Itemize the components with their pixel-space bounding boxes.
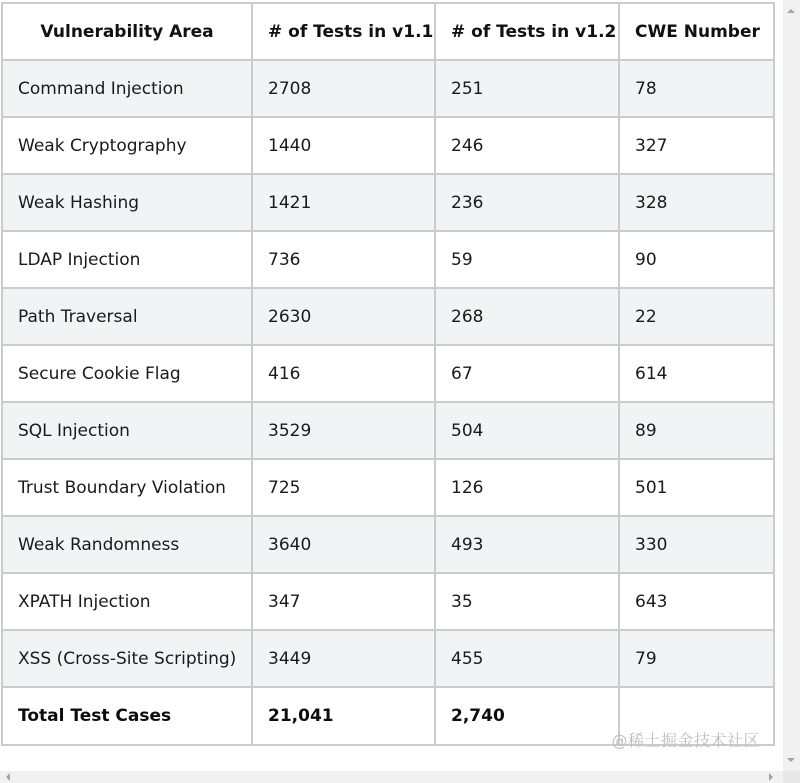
cell-tests-v1-1: 2708 <box>252 60 435 117</box>
cell-tests-v1-2: 236 <box>435 174 619 231</box>
cell-vulnerability-area: SQL Injection <box>2 402 252 459</box>
cell-tests-v1-2: 268 <box>435 288 619 345</box>
vulnerability-table <box>1 2 775 746</box>
cell-cwe-number: 78 <box>619 60 774 117</box>
scroll-down-arrow-icon[interactable] <box>787 758 795 762</box>
cell-tests-v1-2: 504 <box>435 402 619 459</box>
header-cwe-number: CWE Number <box>619 3 774 60</box>
cell-vulnerability-area: XSS (Cross-Site Scripting) <box>2 630 252 687</box>
scroll-right-arrow-icon[interactable] <box>769 773 773 781</box>
cell-tests-v1-2: 493 <box>435 516 619 573</box>
table-row <box>2 117 774 174</box>
cell-tests-v1-2: 455 <box>435 630 619 687</box>
cell-vulnerability-area: Secure Cookie Flag <box>2 345 252 402</box>
cell-tests-v1-2: 126 <box>435 459 619 516</box>
cell-cwe-number: 327 <box>619 117 774 174</box>
cell-tests-v1-1: 416 <box>252 345 435 402</box>
cell-vulnerability-area: Weak Hashing <box>2 174 252 231</box>
header-tests-v1-1: # of Tests in v1.1 <box>252 3 435 60</box>
table-row <box>2 573 774 630</box>
watermark: @稀土掘金技术社区 <box>611 731 760 750</box>
cell-tests-v1-1: 1421 <box>252 174 435 231</box>
cell-tests-v1-2: 246 <box>435 117 619 174</box>
table-row <box>2 288 774 345</box>
table-row <box>2 60 774 117</box>
cell-tests-v1-1: 736 <box>252 231 435 288</box>
cell-vulnerability-area: Command Injection <box>2 60 252 117</box>
cell-tests-v1-2: 251 <box>435 60 619 117</box>
cell-vulnerability-area: XPATH Injection <box>2 573 252 630</box>
scrollbar-corner <box>783 771 800 783</box>
horizontal-scrollbar[interactable] <box>0 771 783 783</box>
cell-vulnerability-area: LDAP Injection <box>2 231 252 288</box>
cell-vulnerability-area: Path Traversal <box>2 288 252 345</box>
cell-cwe-number: 79 <box>619 630 774 687</box>
scroll-left-arrow-icon[interactable] <box>6 773 10 781</box>
cell-tests-v1-2: 59 <box>435 231 619 288</box>
vertical-scrollbar[interactable] <box>783 0 800 771</box>
total-tests-v1-1: 21,041 <box>252 687 435 745</box>
total-tests-v1-2: 2,740 <box>435 687 619 745</box>
header-vulnerability-area: Vulnerability Area <box>2 3 252 60</box>
total-cwe-number <box>619 687 774 745</box>
scroll-up-arrow-icon[interactable] <box>787 9 795 13</box>
table-row <box>2 459 774 516</box>
table-row <box>2 630 774 687</box>
cell-cwe-number: 90 <box>619 231 774 288</box>
cell-vulnerability-area: Trust Boundary Violation <box>2 459 252 516</box>
cell-cwe-number: 501 <box>619 459 774 516</box>
cell-cwe-number: 22 <box>619 288 774 345</box>
cell-tests-v1-2: 35 <box>435 573 619 630</box>
cell-cwe-number: 643 <box>619 573 774 630</box>
table-header-row <box>2 3 774 60</box>
header-tests-v1-2: # of Tests in v1.2 <box>435 3 619 60</box>
table-row <box>2 174 774 231</box>
cell-cwe-number: 614 <box>619 345 774 402</box>
cell-cwe-number: 330 <box>619 516 774 573</box>
cell-tests-v1-1: 1440 <box>252 117 435 174</box>
cell-tests-v1-1: 3640 <box>252 516 435 573</box>
total-label: Total Test Cases <box>2 687 252 745</box>
table-row <box>2 516 774 573</box>
cell-tests-v1-1: 347 <box>252 573 435 630</box>
cell-tests-v1-1: 3529 <box>252 402 435 459</box>
table-row <box>2 402 774 459</box>
table-row <box>2 345 774 402</box>
cell-cwe-number: 89 <box>619 402 774 459</box>
cell-tests-v1-1: 3449 <box>252 630 435 687</box>
table-row <box>2 231 774 288</box>
cell-tests-v1-1: 2630 <box>252 288 435 345</box>
cell-tests-v1-1: 725 <box>252 459 435 516</box>
total-row <box>2 687 774 745</box>
cell-cwe-number: 328 <box>619 174 774 231</box>
cell-vulnerability-area: Weak Cryptography <box>2 117 252 174</box>
cell-tests-v1-2: 67 <box>435 345 619 402</box>
cell-vulnerability-area: Weak Randomness <box>2 516 252 573</box>
